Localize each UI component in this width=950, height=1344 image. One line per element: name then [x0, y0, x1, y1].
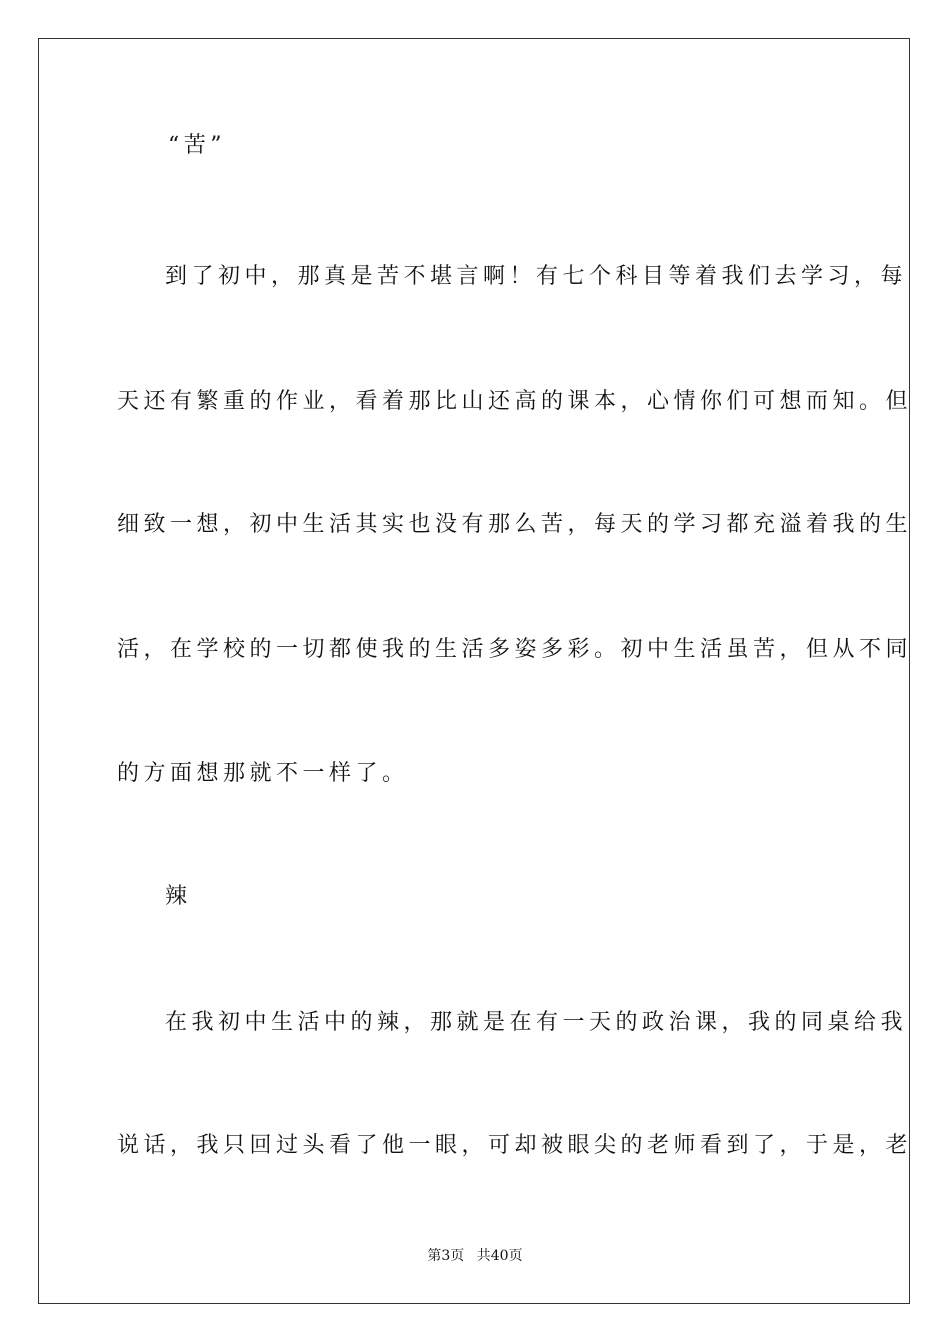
paragraph-line: 活，在学校的一切都使我的生活多姿多彩。初中生活虽苦，但从不同: [117, 637, 913, 662]
paragraph-line: 细致一想，初中生活其实也没有那么苦，每天的学习都充溢着我的生: [117, 512, 913, 537]
page-footer: [0, 1246, 950, 1266]
page-number: 第3页: [427, 1248, 465, 1264]
page-border: [38, 38, 913, 1304]
paragraph-line: 到了初中，那真是苦不堪言啊！有七个科目等着我们去学习，每: [165, 264, 908, 289]
paragraph-line: 说话，我只回过头看了他一眼，可却被眼尖的老师看到了，于是，老: [117, 1133, 913, 1158]
heading-ku: “苦”: [168, 133, 226, 158]
heading-la: 辣: [165, 884, 192, 909]
paragraph-line: 天还有繁重的作业，看着那比山还高的课本，心情你们可想而知。但: [117, 389, 913, 414]
paragraph-line: 在我初中生活中的辣，那就是在有一天的政治课，我的同桌给我: [165, 1010, 908, 1035]
paragraph-line: 的方面想那就不一样了。: [117, 761, 409, 786]
page-total: 共40页: [476, 1248, 523, 1264]
